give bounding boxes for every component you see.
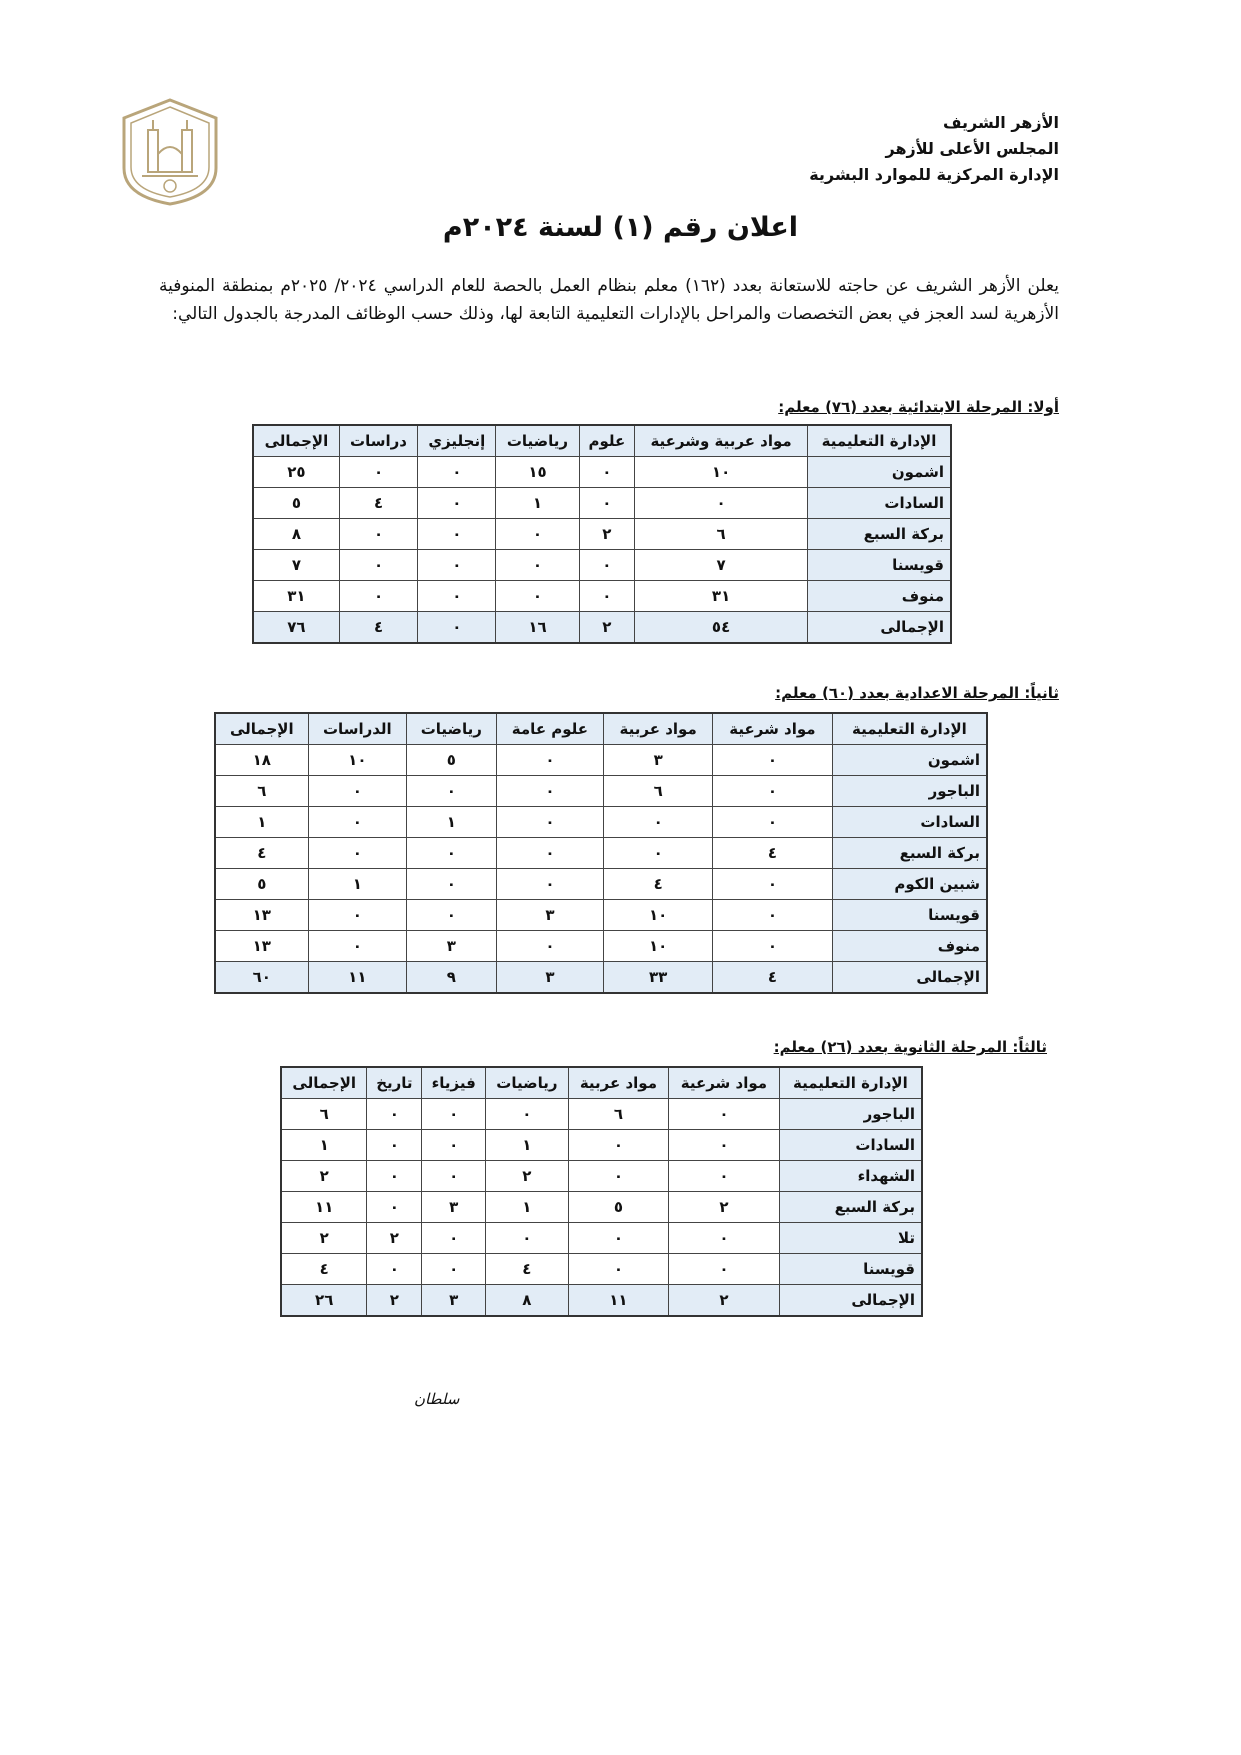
secondary-stage-table bbox=[280, 1066, 923, 1317]
value-cell: ٠ bbox=[496, 776, 604, 807]
table-row bbox=[253, 550, 951, 581]
value-cell: ٢ bbox=[669, 1285, 780, 1317]
table-header-row bbox=[215, 713, 987, 745]
table-row bbox=[215, 900, 987, 931]
row-label-cell: قويسنا bbox=[832, 900, 987, 931]
table-row bbox=[281, 1099, 922, 1130]
value-cell: ١ bbox=[407, 807, 497, 838]
total-row bbox=[215, 962, 987, 994]
row-label-cell: اشمون bbox=[807, 457, 951, 488]
column-header: رياضيات bbox=[407, 713, 497, 745]
value-cell: ٠ bbox=[367, 1130, 422, 1161]
row-label-cell: الشهداء bbox=[779, 1161, 922, 1192]
table-row bbox=[215, 745, 987, 776]
value-cell: ٠ bbox=[669, 1099, 780, 1130]
table-row bbox=[253, 457, 951, 488]
column-header: الإدارة التعليمية bbox=[779, 1067, 922, 1099]
value-cell: ٠ bbox=[422, 1254, 486, 1285]
table-header-row bbox=[253, 425, 951, 457]
value-cell: ١٠ bbox=[604, 900, 713, 931]
header-line-council: المجلس الأعلى للأزهر bbox=[885, 139, 1059, 158]
value-cell: ٨ bbox=[486, 1285, 569, 1317]
value-cell: ١ bbox=[308, 869, 407, 900]
value-cell: ٠ bbox=[339, 581, 417, 612]
table-row bbox=[215, 807, 987, 838]
value-cell: ٠ bbox=[339, 457, 417, 488]
value-cell: ٠ bbox=[713, 931, 833, 962]
row-label-cell: منوف bbox=[832, 931, 987, 962]
column-header: رياضيات bbox=[486, 1067, 569, 1099]
header-line-azhar: الأزهر الشريف bbox=[942, 113, 1059, 132]
table-header-row bbox=[281, 1067, 922, 1099]
value-cell: ٣ bbox=[496, 962, 604, 994]
value-cell: ٦ bbox=[281, 1099, 367, 1130]
table-row bbox=[281, 1161, 922, 1192]
value-cell: ٠ bbox=[669, 1254, 780, 1285]
column-header: مواد عربية وشرعية bbox=[635, 425, 808, 457]
value-cell: ٠ bbox=[308, 807, 407, 838]
value-cell: ٥٤ bbox=[635, 612, 808, 644]
table-row bbox=[253, 581, 951, 612]
secondary-stage-caption: ثالثاً: المرحلة الثانوية بعدد (٢٦) معلم: bbox=[773, 1038, 1047, 1056]
value-cell: ٠ bbox=[407, 776, 497, 807]
table-row bbox=[253, 488, 951, 519]
value-cell: ٠ bbox=[418, 581, 496, 612]
value-cell: ١١ bbox=[281, 1192, 367, 1223]
value-cell: ٠ bbox=[339, 519, 417, 550]
value-cell: ٠ bbox=[407, 900, 497, 931]
al-azhar-logo-icon bbox=[118, 96, 222, 208]
value-cell: ٠ bbox=[418, 519, 496, 550]
value-cell: ٣١ bbox=[635, 581, 808, 612]
value-cell: ٣١ bbox=[253, 581, 339, 612]
column-header: علوم عامة bbox=[496, 713, 604, 745]
value-cell: ٣٣ bbox=[604, 962, 713, 994]
value-cell: ٠ bbox=[713, 776, 833, 807]
value-cell: ٠ bbox=[713, 745, 833, 776]
column-header: مواد شرعية bbox=[669, 1067, 780, 1099]
column-header: مواد شرعية bbox=[713, 713, 833, 745]
value-cell: ٠ bbox=[367, 1099, 422, 1130]
table-row bbox=[281, 1130, 922, 1161]
value-cell: ١ bbox=[496, 488, 579, 519]
value-cell: ٢ bbox=[579, 519, 635, 550]
value-cell: ٠ bbox=[713, 900, 833, 931]
value-cell: ٦ bbox=[604, 776, 713, 807]
value-cell: ٠ bbox=[496, 550, 579, 581]
value-cell: ٠ bbox=[568, 1130, 668, 1161]
value-cell: ٠ bbox=[568, 1223, 668, 1254]
row-label-cell: شبين الكوم bbox=[832, 869, 987, 900]
value-cell: ٠ bbox=[367, 1254, 422, 1285]
value-cell: ٠ bbox=[418, 550, 496, 581]
value-cell: ٠ bbox=[407, 869, 497, 900]
preparatory-stage-caption: ثانياً: المرحلة الاعدادية بعدد (٦٠) معلم: bbox=[775, 684, 1059, 702]
value-cell: ٠ bbox=[579, 488, 635, 519]
column-header: الإجمالى bbox=[215, 713, 308, 745]
column-header: رياضيات bbox=[496, 425, 579, 457]
value-cell: ٢٥ bbox=[253, 457, 339, 488]
table-row bbox=[253, 519, 951, 550]
value-cell: ٣ bbox=[604, 745, 713, 776]
value-cell: ٠ bbox=[308, 900, 407, 931]
value-cell: ٤ bbox=[713, 838, 833, 869]
value-cell: ٠ bbox=[579, 581, 635, 612]
preparatory-stage-table bbox=[214, 712, 988, 994]
value-cell: ٢ bbox=[367, 1223, 422, 1254]
value-cell: ١١ bbox=[308, 962, 407, 994]
value-cell: ٠ bbox=[308, 838, 407, 869]
row-label-cell: السادات bbox=[779, 1130, 922, 1161]
row-label-cell: بركة السبع bbox=[832, 838, 987, 869]
value-cell: ٠ bbox=[308, 931, 407, 962]
value-cell: ١١ bbox=[568, 1285, 668, 1317]
column-header: الإجمالى bbox=[253, 425, 339, 457]
value-cell: ٠ bbox=[713, 807, 833, 838]
value-cell: ٢ bbox=[281, 1161, 367, 1192]
column-header: علوم bbox=[579, 425, 635, 457]
value-cell: ٠ bbox=[422, 1130, 486, 1161]
value-cell: ٠ bbox=[669, 1161, 780, 1192]
value-cell: ٤ bbox=[713, 962, 833, 994]
value-cell: ٠ bbox=[308, 776, 407, 807]
row-label-cell: الإجمالى bbox=[807, 612, 951, 644]
value-cell: ٠ bbox=[407, 838, 497, 869]
page-title: اعلان رقم (١) لسنة ٢٠٢٤م bbox=[442, 212, 799, 243]
primary-stage-table bbox=[252, 424, 952, 644]
value-cell: ٤ bbox=[215, 838, 308, 869]
value-cell: ٧ bbox=[253, 550, 339, 581]
value-cell: ٥ bbox=[215, 869, 308, 900]
value-cell: ٣ bbox=[407, 931, 497, 962]
value-cell: ٦ bbox=[635, 519, 808, 550]
value-cell: ٧ bbox=[635, 550, 808, 581]
value-cell: ٢ bbox=[579, 612, 635, 644]
total-row bbox=[253, 612, 951, 644]
value-cell: ٣ bbox=[422, 1285, 486, 1317]
value-cell: ٠ bbox=[604, 807, 713, 838]
value-cell: ٠ bbox=[367, 1192, 422, 1223]
row-label-cell: الباجور bbox=[832, 776, 987, 807]
row-label-cell: بركة السبع bbox=[807, 519, 951, 550]
value-cell: ٤ bbox=[281, 1254, 367, 1285]
value-cell: ١٥ bbox=[496, 457, 579, 488]
value-cell: ٠ bbox=[486, 1223, 569, 1254]
value-cell: ٠ bbox=[496, 807, 604, 838]
column-header: الإجمالى bbox=[281, 1067, 367, 1099]
value-cell: ٠ bbox=[496, 745, 604, 776]
value-cell: ٩ bbox=[407, 962, 497, 994]
value-cell: ٠ bbox=[418, 612, 496, 644]
value-cell: ٣ bbox=[422, 1192, 486, 1223]
value-cell: ٠ bbox=[713, 869, 833, 900]
value-cell: ٠ bbox=[568, 1161, 668, 1192]
value-cell: ٠ bbox=[496, 931, 604, 962]
row-label-cell: بركة السبع bbox=[779, 1192, 922, 1223]
total-row bbox=[281, 1285, 922, 1317]
value-cell: ٠ bbox=[669, 1130, 780, 1161]
value-cell: ٤ bbox=[339, 488, 417, 519]
value-cell: ٣ bbox=[496, 900, 604, 931]
value-cell: ١٠ bbox=[635, 457, 808, 488]
column-header: مواد عربية bbox=[604, 713, 713, 745]
value-cell: ٠ bbox=[604, 838, 713, 869]
header-line-hr: الإدارة المركزية للموارد البشرية bbox=[809, 165, 1059, 184]
column-header: دراسات bbox=[339, 425, 417, 457]
value-cell: ٠ bbox=[496, 869, 604, 900]
value-cell: ١٣ bbox=[215, 900, 308, 931]
value-cell: ٦٠ bbox=[215, 962, 308, 994]
value-cell: ٠ bbox=[367, 1161, 422, 1192]
value-cell: ٢ bbox=[486, 1161, 569, 1192]
value-cell: ٠ bbox=[579, 550, 635, 581]
signature: سلطان bbox=[414, 1390, 460, 1408]
row-label-cell: منوف bbox=[807, 581, 951, 612]
value-cell: ٢٦ bbox=[281, 1285, 367, 1317]
table-row bbox=[215, 931, 987, 962]
value-cell: ١ bbox=[215, 807, 308, 838]
row-label-cell: قويسنا bbox=[779, 1254, 922, 1285]
value-cell: ٥ bbox=[407, 745, 497, 776]
row-label-cell: الإجمالى bbox=[779, 1285, 922, 1317]
column-header: مواد عربية bbox=[568, 1067, 668, 1099]
row-label-cell: السادات bbox=[832, 807, 987, 838]
value-cell: ٠ bbox=[422, 1223, 486, 1254]
value-cell: ٤ bbox=[486, 1254, 569, 1285]
row-label-cell: تلا bbox=[779, 1223, 922, 1254]
value-cell: ٠ bbox=[339, 550, 417, 581]
value-cell: ٠ bbox=[422, 1099, 486, 1130]
table-row bbox=[281, 1223, 922, 1254]
value-cell: ٠ bbox=[496, 519, 579, 550]
value-cell: ٠ bbox=[568, 1254, 668, 1285]
row-label-cell: اشمون bbox=[832, 745, 987, 776]
value-cell: ٠ bbox=[579, 457, 635, 488]
value-cell: ٠ bbox=[422, 1161, 486, 1192]
column-header: فيزياء bbox=[422, 1067, 486, 1099]
value-cell: ٠ bbox=[418, 488, 496, 519]
value-cell: ٢ bbox=[367, 1285, 422, 1317]
table-row bbox=[281, 1192, 922, 1223]
value-cell: ١٣ bbox=[215, 931, 308, 962]
table-row bbox=[215, 776, 987, 807]
primary-stage-caption: أولا: المرحلة الابتدائية بعدد (٧٦) معلم: bbox=[778, 398, 1059, 416]
value-cell: ٠ bbox=[669, 1223, 780, 1254]
row-label-cell: قويسنا bbox=[807, 550, 951, 581]
institution-header bbox=[639, 110, 1059, 188]
value-cell: ٢ bbox=[669, 1192, 780, 1223]
row-label-cell: السادات bbox=[807, 488, 951, 519]
row-label-cell: الإجمالى bbox=[832, 962, 987, 994]
table-row bbox=[215, 869, 987, 900]
value-cell: ١ bbox=[281, 1130, 367, 1161]
value-cell: ٥ bbox=[253, 488, 339, 519]
value-cell: ٠ bbox=[418, 457, 496, 488]
value-cell: ٥ bbox=[568, 1192, 668, 1223]
value-cell: ١٨ bbox=[215, 745, 308, 776]
value-cell: ٨ bbox=[253, 519, 339, 550]
value-cell: ٤ bbox=[604, 869, 713, 900]
value-cell: ١٠ bbox=[308, 745, 407, 776]
value-cell: ٠ bbox=[486, 1099, 569, 1130]
value-cell: ٦ bbox=[568, 1099, 668, 1130]
value-cell: ٧٦ bbox=[253, 612, 339, 644]
value-cell: ٢ bbox=[281, 1223, 367, 1254]
column-header: إنجليزي bbox=[418, 425, 496, 457]
value-cell: ١ bbox=[486, 1130, 569, 1161]
value-cell: ٤ bbox=[339, 612, 417, 644]
column-header: الإدارة التعليمية bbox=[832, 713, 987, 745]
value-cell: ٠ bbox=[635, 488, 808, 519]
value-cell: ١٦ bbox=[496, 612, 579, 644]
value-cell: ١٠ bbox=[604, 931, 713, 962]
intro-paragraph: يعلن الأزهر الشريف عن حاجته للاستعانة بعدد (١٦٢) معلم بنظام العمل بالحصة للعام الدراسي ٢٠٢٤/ ٢٠٢٥م بمنطقة المنوفية الأزهرية لسد العجز في بعض التخصصات والمراحل بالإدارات التعليمية التابعة لها، وذلك حسب الوظائف المدرجة بالجدول التالي: bbox=[159, 276, 1059, 324]
value-cell: ٠ bbox=[496, 838, 604, 869]
row-label-cell: الباجور bbox=[779, 1099, 922, 1130]
column-header: الإدارة التعليمية bbox=[807, 425, 951, 457]
column-header: الدراسات bbox=[308, 713, 407, 745]
value-cell: ٠ bbox=[496, 581, 579, 612]
table-row bbox=[281, 1254, 922, 1285]
table-row bbox=[215, 838, 987, 869]
value-cell: ١ bbox=[486, 1192, 569, 1223]
column-header: تاريخ bbox=[367, 1067, 422, 1099]
value-cell: ٦ bbox=[215, 776, 308, 807]
